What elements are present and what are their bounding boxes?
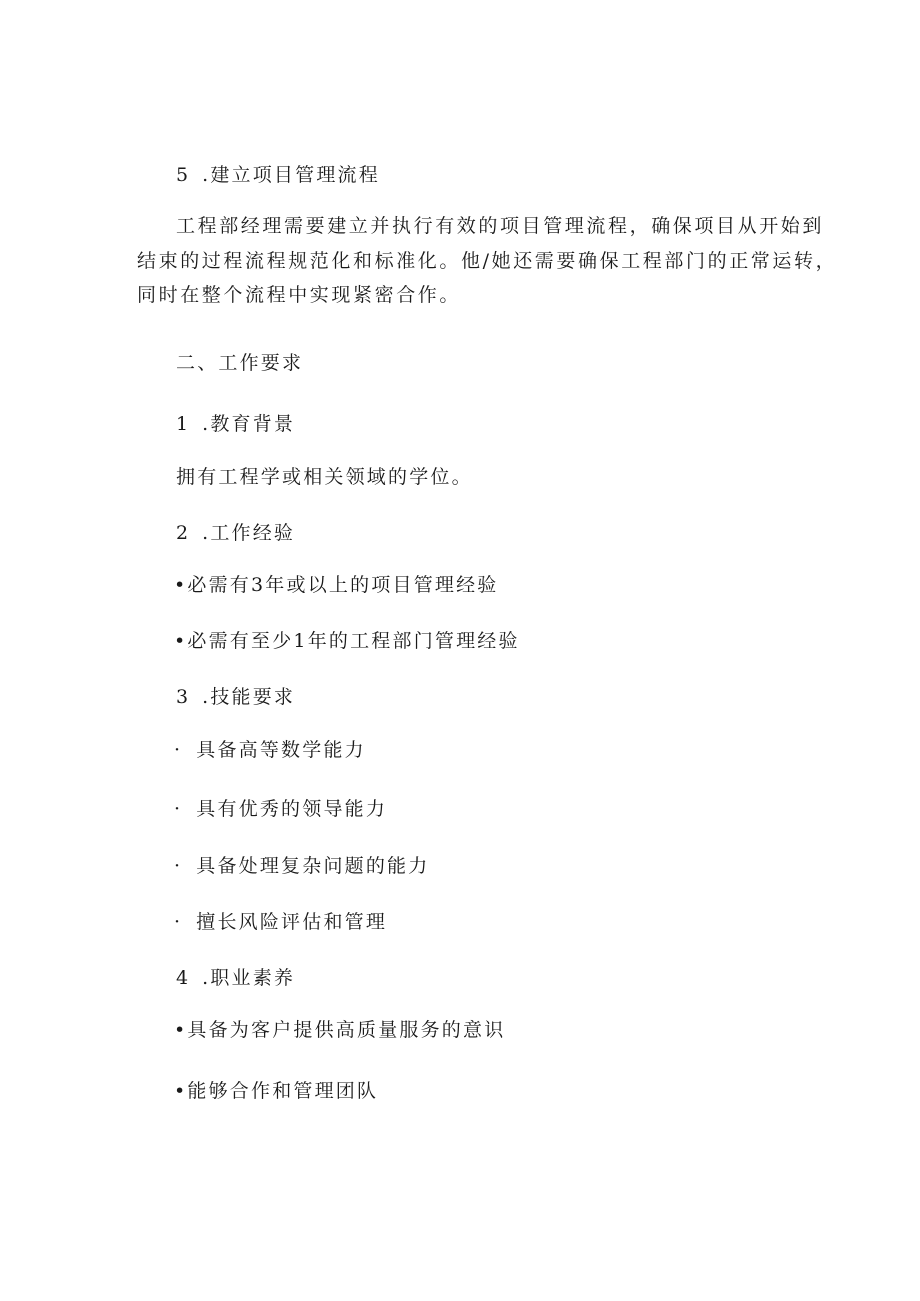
bullet-icon: · <box>174 798 183 820</box>
skill-item-text: 具备处理复杂问题的能力 <box>196 855 430 877</box>
skill-item-text: 具有优秀的领导能力 <box>196 798 388 820</box>
bullet-icon: · <box>174 855 183 877</box>
heading-number: 4 <box>176 967 189 989</box>
skill-item-text: 具备高等数学能力 <box>196 739 366 761</box>
experience-heading <box>176 521 295 545</box>
paragraph-line: 同时在整个流程中实现紧密合作。 <box>137 284 462 306</box>
professionalism-heading <box>176 966 295 990</box>
heading-text: .建立项目管理流程 <box>202 164 380 186</box>
experience-item: •必需有至少1年的工程部门管理经验 <box>174 630 520 652</box>
bullet-icon: · <box>174 911 183 933</box>
heading-text: .教育背景 <box>202 413 296 435</box>
paragraph-line: 结束的过程流程规范化和标准化。他/她还需要确保工程部门的正常运转， <box>137 249 838 272</box>
skills-heading <box>176 685 295 709</box>
professionalism-item: •能够合作和管理团队 <box>174 1080 379 1102</box>
bullet-icon: · <box>174 739 183 761</box>
paragraph-line: 工程部经理需要建立并执行有效的项目管理流程，确保项目从开始到 <box>176 215 825 237</box>
heading-number: 2 <box>176 522 189 544</box>
heading-text: .工作经验 <box>202 522 296 544</box>
skill-item <box>174 738 366 762</box>
skill-item-text: 擅长风险评估和管理 <box>196 911 388 933</box>
part-two-title: 二、工作要求 <box>176 352 304 374</box>
skill-item <box>174 910 387 934</box>
skill-item <box>174 854 429 878</box>
heading-number: 1 <box>176 413 189 435</box>
skill-item <box>174 797 387 821</box>
education-text: 拥有工程学或相关领域的学位。 <box>176 466 473 488</box>
experience-item: •必需有3年或以上的项目管理经验 <box>174 574 499 596</box>
section-5-paragraph <box>137 209 838 313</box>
heading-text: .职业素养 <box>202 967 296 989</box>
section-heading-5 <box>176 163 380 187</box>
heading-number: 3 <box>176 686 189 708</box>
professionalism-item: •具备为客户提供高质量服务的意识 <box>174 1019 506 1041</box>
education-heading <box>176 412 295 436</box>
heading-number: 5 <box>176 164 189 186</box>
heading-text: .技能要求 <box>202 686 296 708</box>
